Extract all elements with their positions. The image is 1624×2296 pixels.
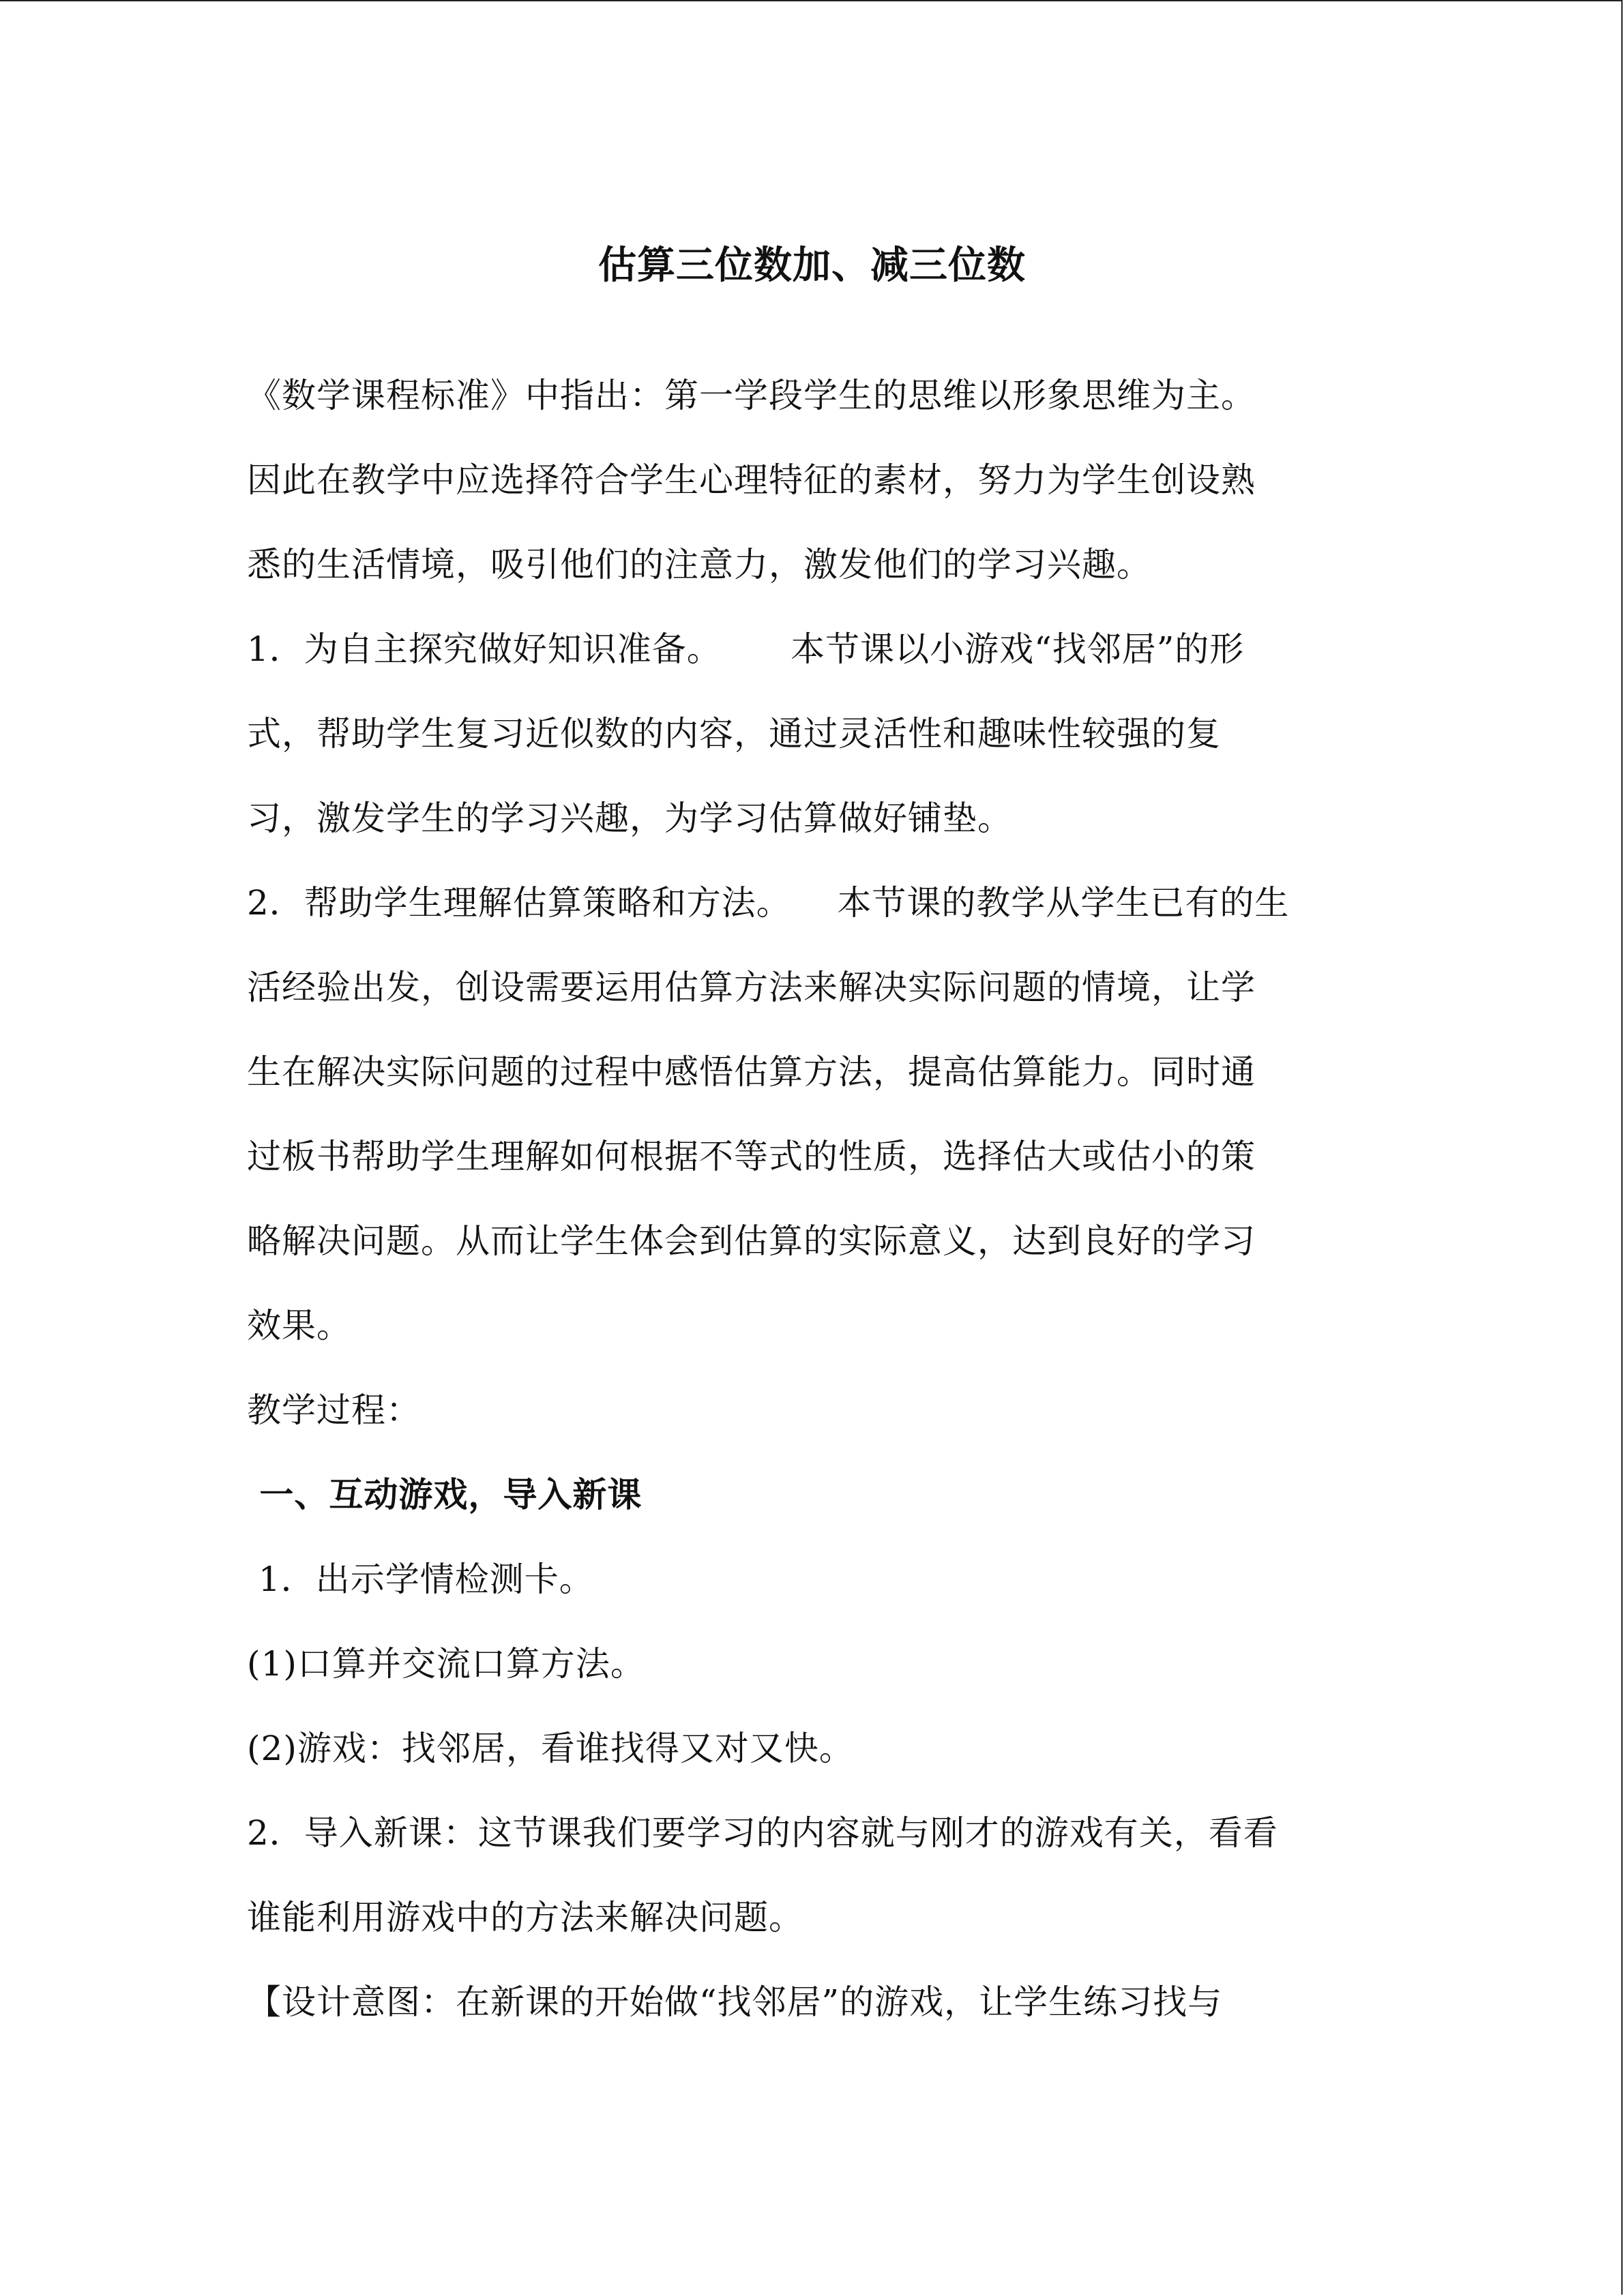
- paragraph-line: 《数学课程标准》中指出：第一学段学生的思维以形象思维为主。: [247, 376, 1256, 415]
- paragraph-line: 谁能利用游戏中的方法来解决问题。: [247, 1898, 803, 1937]
- paragraph-line: 生在解决实际问题的过程中感悟估算方法，提高估算能力。同时通: [247, 1052, 1256, 1092]
- paragraph-line: 【设计意图：在新课的开始做“找邻居”的游戏，让学生练习找与: [247, 1982, 1223, 2022]
- paragraph-line: 2．导入新课：这节课我们要学习的内容就与刚才的游戏有关，看看: [247, 1813, 1278, 1853]
- paragraph-line: (1)口算并交流口算方法。: [247, 1644, 645, 1684]
- paragraph-line: 过板书帮助学生理解如何根据不等式的性质，选择估大或估小的策: [247, 1137, 1256, 1176]
- paragraph-line: 习，激发学生的学习兴趣，为学习估算做好铺垫。: [247, 799, 1012, 838]
- paragraph-line: 式，帮助学生复习近似数的内容，通过灵活性和趣味性较强的复: [247, 714, 1221, 754]
- paragraph-line: 效果。: [247, 1306, 351, 1345]
- paragraph-line: 教学过程：: [247, 1390, 421, 1430]
- paragraph-line: 略解决问题。从而让学生体会到估算的实际意义，达到良好的学习: [247, 1221, 1256, 1261]
- paragraph-line: (2)游戏：找邻居，看谁找得又对又快。: [247, 1729, 854, 1768]
- paragraph-line: 活经验出发，创设需要运用估算方法来解决实际问题的情境，让学: [247, 968, 1256, 1007]
- paragraph-line: 1．为自主探究做好知识准备。 本节课以小游戏“找邻居”的形: [247, 629, 1245, 669]
- paragraph-line: 2．帮助学生理解估算策略和方法。 本节课的教学从学生已有的生: [247, 883, 1290, 923]
- document-title: 估算三位数加、减三位数: [598, 243, 1026, 288]
- paragraph-line: 因此在教学中应选择符合学生心理特征的素材，努力为学生创设熟: [247, 460, 1256, 500]
- section-heading: 一、互动游戏，导入新课: [247, 1475, 643, 1515]
- paragraph-line: 1．出示学情检测卡。: [247, 1560, 594, 1599]
- paragraph-line: 悉的生活情境，吸引他们的注意力，激发他们的学习兴趣。: [247, 545, 1151, 584]
